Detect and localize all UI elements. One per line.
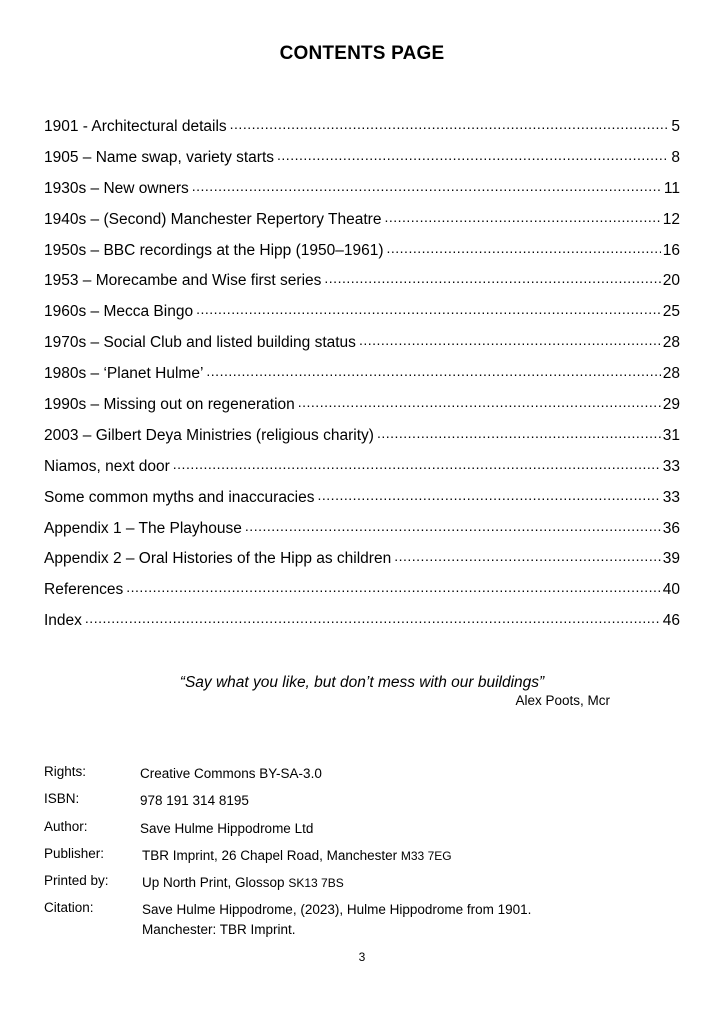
printer-postcode: SK13 7BS bbox=[288, 876, 344, 891]
publisher-postcode: M33 7EG bbox=[400, 848, 452, 863]
meta-value bbox=[140, 900, 644, 940]
toc-entry bbox=[44, 179, 680, 210]
meta-row-author bbox=[44, 819, 644, 846]
toc-leader-dots bbox=[126, 580, 660, 594]
meta-value: 978 191 314 8195 bbox=[140, 793, 249, 809]
meta-key: Publisher: bbox=[44, 845, 105, 861]
toc-leader-dots bbox=[206, 364, 660, 378]
meta-key: Citation: bbox=[44, 900, 94, 916]
meta-row-printed-by bbox=[44, 873, 644, 900]
toc-entry bbox=[44, 271, 680, 302]
meta-row-citation bbox=[44, 900, 644, 940]
toc-leader-dots bbox=[359, 333, 661, 347]
page-number: 3 bbox=[358, 950, 366, 964]
toc-entry-page: 33 bbox=[662, 457, 680, 475]
quote-author: Alex Poots, Mcr bbox=[515, 693, 610, 708]
toc-entry bbox=[44, 210, 680, 241]
toc-entry bbox=[44, 395, 680, 426]
toc-entry-page: 46 bbox=[662, 612, 680, 630]
toc-entry-label: 2003 – Gilbert Deya Ministries (religious charity) bbox=[44, 426, 374, 444]
toc-entry-label: 1953 – Morecambe and Wise first series bbox=[44, 272, 322, 290]
toc-entry-page: 20 bbox=[662, 272, 680, 290]
printer-address: Up North Print, Glossop bbox=[142, 875, 285, 891]
toc-leader-dots bbox=[230, 117, 670, 131]
toc-entry-page: 36 bbox=[662, 519, 680, 537]
toc-entry-label: References bbox=[44, 581, 124, 599]
toc-entry bbox=[44, 117, 680, 148]
toc-entry-page: 28 bbox=[662, 365, 680, 383]
toc-entry bbox=[44, 364, 680, 395]
quote-text: “Say what you like, but don’t mess with our buildings” bbox=[179, 674, 545, 691]
table-of-contents bbox=[44, 117, 680, 642]
toc-entry-page: 39 bbox=[662, 550, 680, 568]
meta-value: Creative Commons BY-SA-3.0 bbox=[140, 766, 322, 781]
toc-entry-page: 29 bbox=[662, 396, 680, 414]
toc-entry-label: 1950s – BBC recordings at the Hipp (1950–1961) bbox=[44, 241, 384, 259]
toc-entry bbox=[44, 426, 680, 457]
meta-row-rights bbox=[44, 764, 644, 791]
toc-entry-label: Appendix 1 – The Playhouse bbox=[44, 519, 242, 537]
publication-details bbox=[44, 764, 644, 940]
toc-entry-label: Index bbox=[44, 612, 82, 630]
toc-entry-page: 16 bbox=[662, 241, 680, 259]
toc-entry-label: Some common myths and inaccuracies bbox=[44, 488, 315, 506]
toc-leader-dots bbox=[196, 302, 661, 316]
toc-entry bbox=[44, 580, 680, 611]
toc-entry-page: 25 bbox=[662, 303, 680, 321]
meta-value bbox=[140, 846, 644, 873]
toc-leader-dots bbox=[377, 426, 661, 440]
publisher-address: TBR Imprint, 26 Chapel Road, Manchester bbox=[142, 847, 398, 863]
toc-entry bbox=[44, 333, 680, 364]
toc-entry-label: Niamos, next door bbox=[44, 457, 170, 475]
toc-leader-dots bbox=[192, 179, 662, 193]
toc-entry-page: 12 bbox=[662, 210, 680, 228]
toc-entry-page: 31 bbox=[662, 426, 680, 444]
toc-leader-dots bbox=[245, 519, 661, 533]
toc-entry-label: 1970s – Social Club and listed building status bbox=[44, 334, 356, 352]
meta-key: Rights: bbox=[44, 764, 87, 779]
toc-leader-dots bbox=[173, 457, 661, 471]
toc-entry-page: 33 bbox=[662, 488, 680, 506]
toc-entry-page: 28 bbox=[662, 334, 680, 352]
toc-entry bbox=[44, 611, 680, 642]
toc-entry-label: 1901 - Architectural details bbox=[44, 118, 227, 135]
toc-entry bbox=[44, 519, 680, 550]
toc-entry bbox=[44, 488, 680, 519]
toc-entry-label: 1960s – Mecca Bingo bbox=[44, 303, 194, 321]
toc-leader-dots bbox=[324, 271, 660, 285]
meta-row-publisher bbox=[44, 846, 644, 873]
toc-entry-label: 1905 – Name swap, variety starts bbox=[44, 148, 275, 166]
meta-key: ISBN: bbox=[44, 791, 80, 807]
toc-leader-dots bbox=[384, 210, 660, 224]
toc-entry-label: 1980s – ‘Planet Hulme’ bbox=[44, 365, 204, 383]
toc-entry-page: 11 bbox=[663, 179, 680, 197]
toc-entry bbox=[44, 148, 680, 179]
toc-leader-dots bbox=[394, 549, 661, 563]
meta-row-isbn bbox=[44, 791, 644, 818]
meta-key: Author: bbox=[44, 818, 88, 834]
toc-leader-dots bbox=[298, 395, 661, 409]
toc-leader-dots bbox=[85, 611, 661, 625]
toc-entry bbox=[44, 549, 680, 580]
toc-entry-page: 8 bbox=[671, 148, 680, 166]
toc-entry-label: 1940s – (Second) Manchester Repertory Theatre bbox=[44, 210, 382, 228]
citation-line: Save Hulme Hippodrome, (2023), Hulme Hippodrome from 1901. bbox=[142, 902, 532, 918]
toc-entry bbox=[44, 457, 680, 488]
meta-key: Printed by: bbox=[44, 873, 109, 889]
meta-value bbox=[140, 873, 644, 900]
toc-entry bbox=[44, 241, 680, 272]
page-title: CONTENTS PAGE bbox=[279, 43, 445, 64]
toc-leader-dots bbox=[387, 241, 661, 255]
toc-entry bbox=[44, 302, 680, 333]
toc-entry-page: 5 bbox=[671, 118, 680, 135]
citation-line: Manchester: TBR Imprint. bbox=[142, 922, 296, 938]
toc-entry-page: 40 bbox=[662, 581, 680, 599]
meta-value: Save Hulme Hippodrome Ltd bbox=[140, 820, 314, 836]
toc-entry-label: 1990s – Missing out on regeneration bbox=[44, 396, 295, 414]
toc-leader-dots bbox=[277, 148, 669, 162]
toc-leader-dots bbox=[318, 488, 661, 502]
toc-entry-label: Appendix 2 – Oral Histories of the Hipp as children bbox=[44, 550, 392, 568]
toc-entry-label: 1930s – New owners bbox=[44, 179, 189, 197]
